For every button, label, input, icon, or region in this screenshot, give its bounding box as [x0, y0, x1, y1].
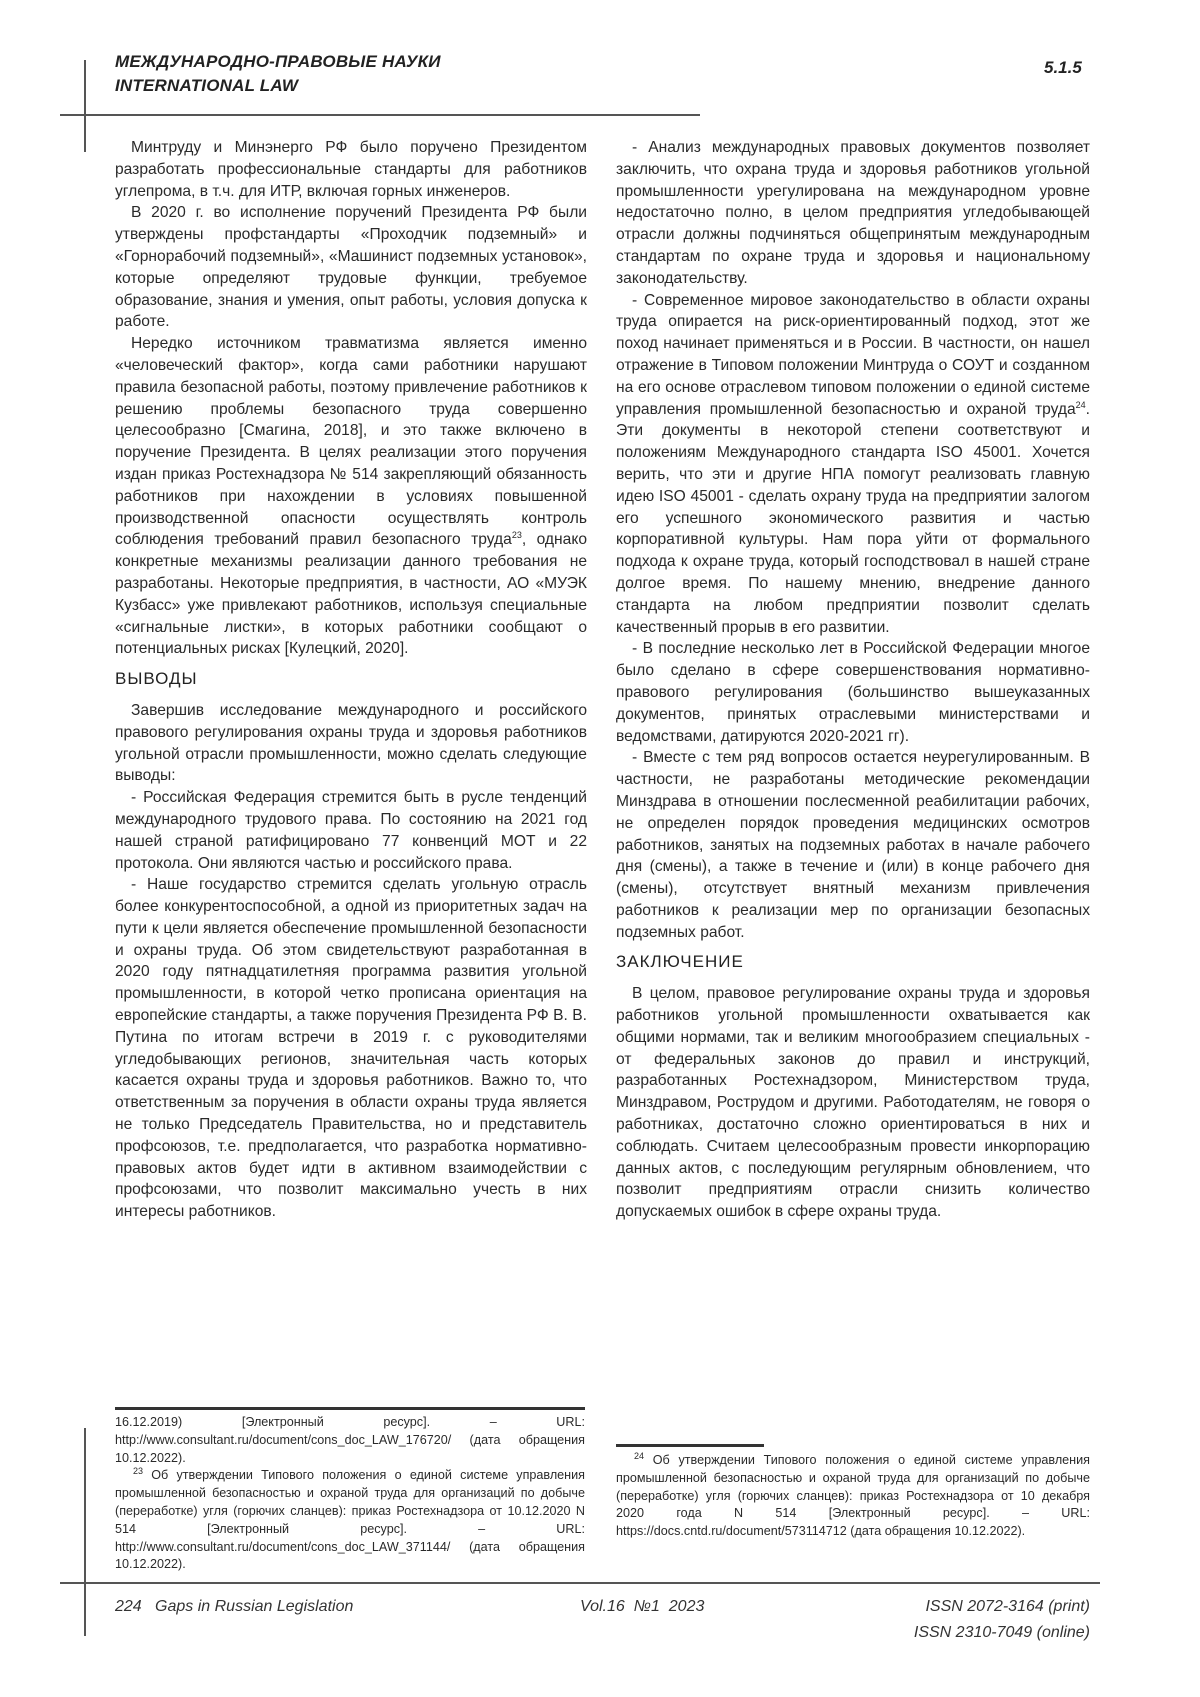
footnote-23 — [115, 1467, 585, 1574]
specialty-code: 5.1.5 — [1044, 58, 1082, 77]
heading-conclusions: ВЫВОДЫ — [115, 669, 198, 689]
issn-print: ISSN 2072-3164 (print) — [925, 1598, 1090, 1615]
paragraph: Минтруду и Минэнерго РФ было поручено Президентом разработать профессиональные стандарты для работников углепрома, в т.ч. для ИТР, включая горных инженеров. — [115, 139, 587, 200]
footnote-separator-right — [616, 1444, 764, 1447]
footnote-text: Об утверждении Типового положения о единой системе управления промышленной безопасностью и охраной труда для организаций по добыче (переработке) угля (горючих сланцев): приказ Ростехнадзора от 10.12.2020 N 514 [Электронный ресурс]. – URL: http://www.consultant.ru/document/cons_doc_LAW_371144/ (дата обращения 10.12.2022). — [115, 1468, 585, 1572]
footer-page-journal: 224 Gaps in Russian Legislation — [115, 1598, 354, 1615]
footer-issn — [914, 1594, 1090, 1646]
footnote-ref-24[interactable]: 24 — [1075, 399, 1086, 410]
footer-volume: Vol.16 №1 2023 — [580, 1598, 705, 1615]
section-title-en: INTERNATIONAL LAW — [115, 76, 299, 95]
paragraph: - Вместе с тем ряд вопросов остается неурегулированным. В частности, не разработаны методические рекомендации Минздрава в отношении послесменной реабилитации рабочих, не определен порядок проведения медицинских осмотров работников, занятых на подземных работах в начале рабочего дня (смены), а также в течение и (или) в конце рабочего дня (смены), отсутствует внятный механизм привлечения работников к реализации мер по организации безопасных подземных работ. — [616, 749, 1090, 941]
paragraph: - Наше государство стремится сделать угольную отрасль более конкурентоспособной, а одной из приоритетных задач на пути к цели является обеспечение промышленной безопасности и охраны труда. Об этом свидетельствуют разработанная в 2020 году пятнадцатилетняя программа развития угольной промышленности, в которой четко прописана ориентация на европейские стандарты, а также поручения Президента РФ В. В. Путина по итогам встречи в 2019 г. с руководителями угледобывающих регионов, значительная часть которых касается охраны труда и здоровья работников. Важно то, что ответственным за поручения в области охраны труда является не только Председатель Правительства, но и представитель профсоюзов, т.е. предполагается, что разработка нормативно-правовых актов будет идти в активном взаимодействии с профсоюзами, что позволит максимально учесть в них интересы работников. — [115, 876, 587, 1221]
paragraph — [115, 333, 587, 660]
footnote-number: 24 — [634, 1450, 645, 1461]
footnote-separator-left — [115, 1407, 585, 1410]
paragraph — [616, 290, 1090, 639]
footer-horizontal-rule — [60, 1582, 1100, 1584]
paragraph-text: Нередко источником травматизма является именно «человеческий фактор», когда сами работники нарушают правила безопасной работы, поэтому привлечение работников к решению проблемы безопасного труда совершенно целесообразно [Смагина, 2018], и это также включено в поручение Президента. В целях реализации этого поручения издан приказ Ростехнадзора № 514 закрепляющий обязанность работников при нахождении в условиях повышенной производственной опасности осуществлять контроль соблюдения требований правил безопасного труда — [115, 335, 587, 549]
paragraph-text: - Современное мировое законодательство в области охраны труда опирается на риск-ориентированный подход, этот же поход начинает применяться и в России. В частности, он нашел отражение в Типовом положении Минтруда о СОУТ и созданном на его основе отраслевом типовом положении о единой системе управления промышленной безопасностью и охраной труда — [616, 291, 1090, 418]
footnotes-left — [115, 1414, 585, 1574]
running-header — [115, 50, 441, 98]
heading-conclusion: ЗАКЛЮЧЕНИЕ — [616, 952, 744, 972]
paragraph: - Российская Федерация стремится быть в русле тенденций международного трудового права. По состоянию на 2021 год нашей страной ратифицировано 77 конвенций МОТ и 22 протокола. Они являются частью и российского права. — [115, 789, 587, 872]
section-title-ru: МЕЖДУНАРОДНО-ПРАВОВЫЕ НАУКИ — [115, 52, 441, 71]
left-column — [115, 137, 587, 1223]
header-horizontal-rule — [60, 114, 700, 116]
footnote-ref-23[interactable]: 23 — [511, 530, 522, 541]
footnotes-right — [616, 1452, 1090, 1541]
paragraph-text: . Эти документы в некоторой степени соответствуют и положениям Международного стандарта ISO 45001. Хочется верить, что эти и другие НПА помогут реализовать главную идею ISO 45001 - сделать охрану труда на предприятии залогом его успешного экономического развития и частью корпоративной культуры. Нам пора уйти от формального подхода к охране труда, который господствовал в нашей стране долгое время. По нашему мнению, внедрение данного стандарта на любом предприятии позволит сделать качественный прорыв в его развитии. — [616, 400, 1090, 636]
paragraph-text: , однако конкретные механизмы реализации данного требования не разработаны. Некоторые предприятия, в частности, АО «МУЭК Кузбасс» уже привлекают работников, используя специальные «сигнальные листки», в которых работники сообщают о потенциальных рисках [Кулецкий, 2020]. — [115, 531, 587, 658]
footnote-continuation: 16.12.2019) [Электронный ресурс]. – URL: http://www.consultant.ru/document/cons_doc_LAW_176720/ (дата обращения 10.12.2022). — [115, 1415, 585, 1465]
paragraph: - В последние несколько лет в Российской Федерации многое было сделано в сфере совершенствования нормативно-правового регулирования (большинство вышеуказанных документов, принятых отраслевыми министерствами и ведомствами, датируются 2020-2021 гг). — [616, 640, 1090, 745]
paragraph: В 2020 г. во исполнение поручений Президента РФ были утверждены профстандарты «Проходчик подземный» и «Горнорабочий подземный», «Машинист подземных установок», которые определяют трудовые функции, требуемое образование, знания и умения, опыт работы, условия допуска к работе. — [115, 204, 587, 331]
footnote-number: 23 — [133, 1466, 144, 1477]
issn-online: ISSN 2310-7049 (online) — [913, 1624, 1090, 1641]
paragraph: Завершив исследование международного и российского правового регулирования охраны труда и здоровья работников угольной отрасли промышленности, можно сделать следующие выводы: — [115, 701, 587, 785]
paragraph: В целом, правовое регулирование охраны труда и здоровья работников угольной промышленности охватывается как общими нормами, так и великим многообразием специальных - от федеральных законов до правил и инструкций, разработанных Ростехнадзором, Министерством труда, Минздравом, Рострудом и другими. Работодателям, не говоря о работниках, достаточно сложно ориентироваться в них и соблюдать. Считаем целесообразным провести инкорпорацию данных актов, с последующим регулярным обновлением, что позволит предприятиям отрасли снизить количество допускаемых ошибок в сфере охраны труда. — [616, 985, 1090, 1221]
footer-vertical-rule — [84, 1428, 86, 1636]
paragraph: - Анализ международных правовых документов позволяет заключить, что охрана труда и здоровья работников угольной промышленности урегулирована на международном уровне недостаточно полно, в целом предприятия угледобывающей отрасли должны подчиняться общепринятым международным стандартам по охране труда и здоровья и национальному законодательству. — [616, 139, 1090, 287]
footnote-24 — [616, 1452, 1090, 1541]
right-column — [616, 137, 1090, 1223]
footnote-text: Об утверждении Типового положения о единой системе управления промышленной безопасностью и охраной труда для организаций по добыче (переработке) угля (горючих сланцев): приказ Ростехнадзора от 10 декабря 2020 года N 514 [Электронный ресурс]. – URL: https://docs.cntd.ru/document/573114712 (дата обращения 10.12.2022). — [616, 1453, 1090, 1539]
header-vertical-rule — [84, 60, 86, 152]
